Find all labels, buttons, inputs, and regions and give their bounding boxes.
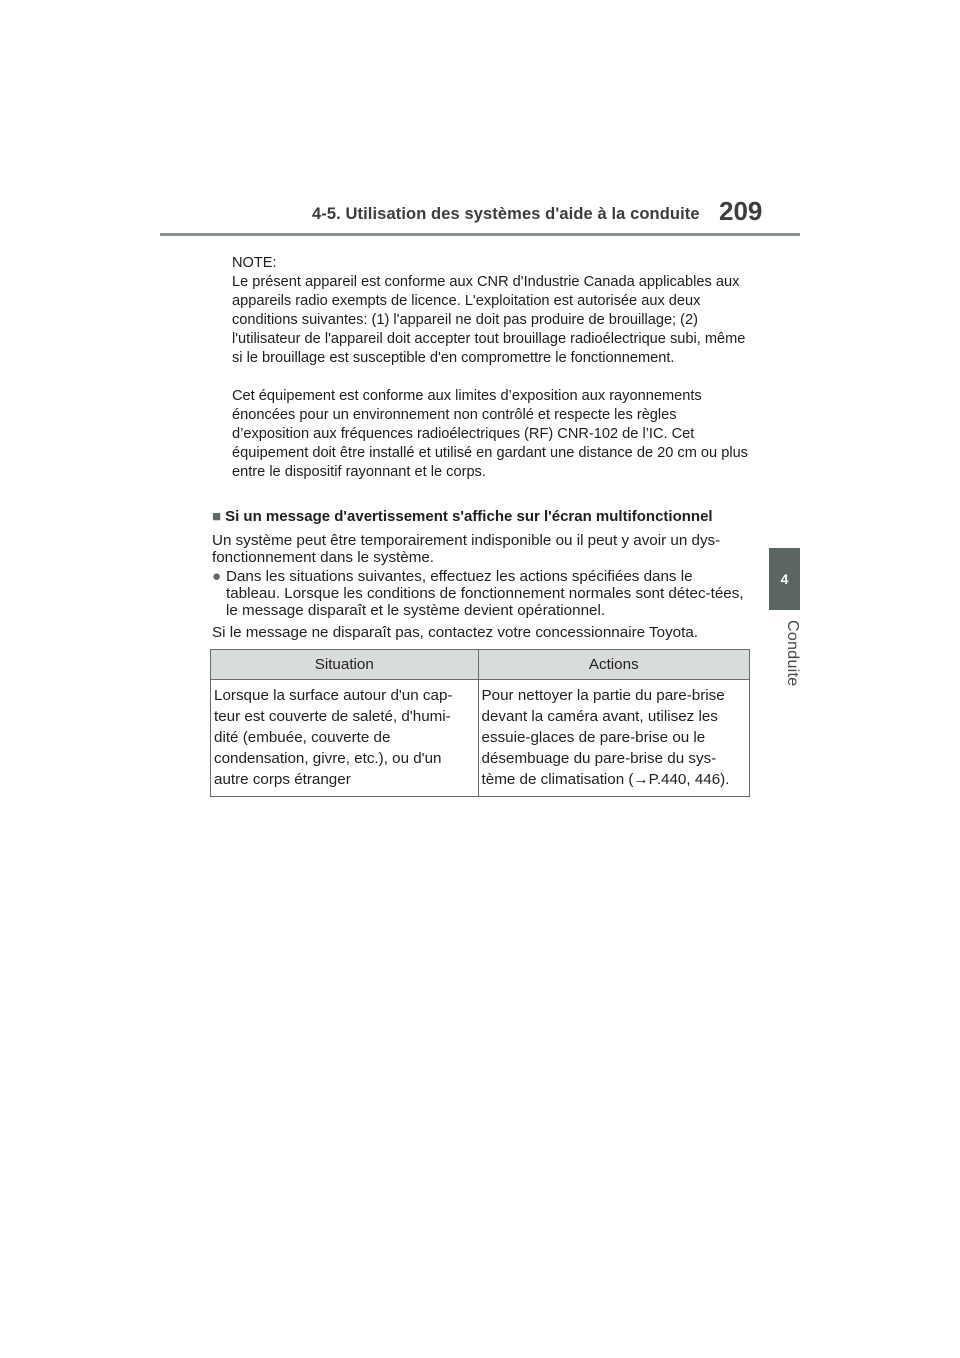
table-cell-situation: Lorsque la surface autour d'un cap-teur est couverte de saleté, d'humi-dité (embuée, couverte de condensation, givre, etc.), ou d'un autre corps étranger xyxy=(211,680,479,797)
table-header-situation: Situation xyxy=(211,650,479,680)
warning-message-heading xyxy=(212,508,713,525)
situation-actions-table xyxy=(210,649,750,797)
header-divider xyxy=(160,233,800,236)
regulatory-note xyxy=(232,254,752,482)
note-title: NOTE: xyxy=(232,255,277,271)
list-item xyxy=(212,568,750,619)
square-bullet-icon: ■ xyxy=(212,508,222,525)
page-number: 209 xyxy=(719,196,763,226)
chapter-tab: 4 xyxy=(769,548,800,610)
note-paragraph-rf-exposure: Cet équipement est conforme aux limites d’exposition aux rayonnements énoncées pour un environnement non contrôlé et respecte les règles d’exposition aux fréquences radioélectriques (RF) CNR-102 de l’IC. Cet équipement doit être installé et utilisé en gardant une distance de 20 cm ou plus entre le dispositif rayonnant et le corps. xyxy=(232,388,748,480)
outro-paragraph: Si le message ne disparaît pas, contactez votre concessionnaire Toyota. xyxy=(212,624,698,641)
heading-text: Si un message d'avertissement s'affiche sur l'écran multifonctionnel xyxy=(225,508,713,525)
round-bullet-icon: ● xyxy=(212,568,222,585)
bullet-text: Dans les situations suivantes, effectuez les actions spécifiées dans le tableau. Lorsque les conditions de fonctionnement normales sont détec-tées, le message disparaît et le système devient opérationnel. xyxy=(226,568,744,619)
table-row xyxy=(211,680,750,797)
intro-paragraph: Un système peut être temporairement indisponible ou il peut y avoir un dys-fonctionnement dans le système. xyxy=(212,532,721,566)
chapter-label: Conduite xyxy=(784,620,801,687)
table-cell-action: Pour nettoyer la partie du pare-brise devant la caméra avant, utilisez les essuie-glaces de pare-brise ou le désembuage du pare-brise du sys-tème de climatisation (→P.440, 446). xyxy=(478,680,749,797)
section-header-title: 4-5. Utilisation des systèmes d'aide à la conduite xyxy=(312,205,700,223)
note-paragraph-industry-canada: Le présent appareil est conforme aux CNR d'Industrie Canada applicables aux appareils radio exempts de licence. L'exploitation est autorisée aux deux conditions suivantes: (1) l'appareil ne doit pas produire de brouillage; (2) l'utilisateur de l'appareil doit accepter tout brouillage radioélectrique subi, même si le brouillage est susceptible d'en compromettre le fonctionnement. xyxy=(232,274,746,366)
table-header-actions: Actions xyxy=(478,650,749,680)
